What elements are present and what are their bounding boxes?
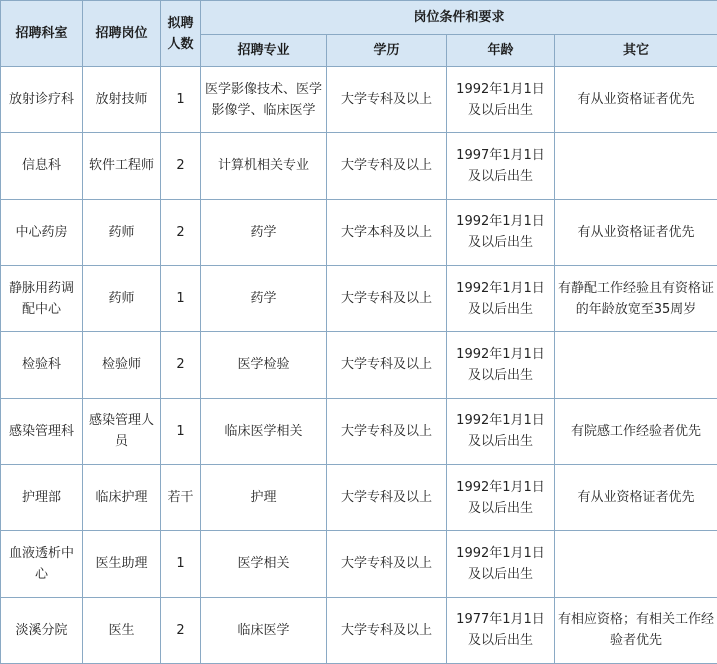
cell-position: 药师 bbox=[83, 265, 161, 331]
cell-department: 血液透析中心 bbox=[1, 531, 83, 597]
header-count: 拟聘人数 bbox=[161, 1, 201, 67]
cell-other: 有院感工作经验者优先 bbox=[555, 398, 717, 464]
cell-major: 临床医学 bbox=[201, 597, 327, 663]
cell-education: 大学专科及以上 bbox=[327, 464, 447, 530]
cell-position: 软件工程师 bbox=[83, 133, 161, 199]
cell-department: 放射诊疗科 bbox=[1, 67, 83, 133]
cell-other: 有从业资格证者优先 bbox=[555, 199, 717, 265]
cell-education: 大学专科及以上 bbox=[327, 67, 447, 133]
table-row bbox=[1, 531, 717, 597]
header-education: 学历 bbox=[327, 35, 447, 67]
table-row bbox=[1, 597, 717, 663]
cell-other bbox=[555, 531, 717, 597]
cell-department: 静脉用药调配中心 bbox=[1, 265, 83, 331]
cell-position: 放射技师 bbox=[83, 67, 161, 133]
header-other: 其它 bbox=[555, 35, 717, 67]
cell-other: 有相应资格；有相关工作经验者优先 bbox=[555, 597, 717, 663]
cell-count: 1 bbox=[161, 531, 201, 597]
table-row bbox=[1, 265, 717, 331]
cell-other bbox=[555, 332, 717, 398]
header-age: 年龄 bbox=[447, 35, 555, 67]
cell-major: 医学检验 bbox=[201, 332, 327, 398]
cell-education: 大学专科及以上 bbox=[327, 531, 447, 597]
cell-department: 淡溪分院 bbox=[1, 597, 83, 663]
cell-department: 感染管理科 bbox=[1, 398, 83, 464]
cell-major: 药学 bbox=[201, 199, 327, 265]
cell-department: 检验科 bbox=[1, 332, 83, 398]
cell-department: 中心药房 bbox=[1, 199, 83, 265]
cell-department: 信息科 bbox=[1, 133, 83, 199]
cell-major: 护理 bbox=[201, 464, 327, 530]
table-row bbox=[1, 464, 717, 530]
cell-position: 检验师 bbox=[83, 332, 161, 398]
header-requirements: 岗位条件和要求 bbox=[201, 1, 717, 35]
cell-education: 大学本科及以上 bbox=[327, 199, 447, 265]
cell-other: 有从业资格证者优先 bbox=[555, 464, 717, 530]
cell-age: 1992年1月1日及以后出生 bbox=[447, 67, 555, 133]
cell-major: 医学相关 bbox=[201, 531, 327, 597]
header-major: 招聘专业 bbox=[201, 35, 327, 67]
cell-education: 大学专科及以上 bbox=[327, 332, 447, 398]
cell-other: 有从业资格证者优先 bbox=[555, 67, 717, 133]
cell-major: 临床医学相关 bbox=[201, 398, 327, 464]
cell-position: 感染管理人员 bbox=[83, 398, 161, 464]
cell-education: 大学专科及以上 bbox=[327, 597, 447, 663]
cell-other: 有静配工作经验且有资格证的年龄放宽至35周岁 bbox=[555, 265, 717, 331]
cell-age: 1992年1月1日及以后出生 bbox=[447, 199, 555, 265]
cell-count: 2 bbox=[161, 199, 201, 265]
cell-major: 计算机相关专业 bbox=[201, 133, 327, 199]
cell-department: 护理部 bbox=[1, 464, 83, 530]
header-position: 招聘岗位 bbox=[83, 1, 161, 67]
header-row-top bbox=[1, 1, 717, 35]
table-row bbox=[1, 332, 717, 398]
cell-count: 2 bbox=[161, 597, 201, 663]
cell-major: 医学影像技术、医学影像学、临床医学 bbox=[201, 67, 327, 133]
cell-age: 1997年1月1日及以后出生 bbox=[447, 133, 555, 199]
cell-age: 1992年1月1日及以后出生 bbox=[447, 531, 555, 597]
table-row bbox=[1, 398, 717, 464]
cell-age: 1992年1月1日及以后出生 bbox=[447, 398, 555, 464]
table-row bbox=[1, 199, 717, 265]
cell-position: 临床护理 bbox=[83, 464, 161, 530]
cell-major: 药学 bbox=[201, 265, 327, 331]
cell-age: 1992年1月1日及以后出生 bbox=[447, 332, 555, 398]
cell-education: 大学专科及以上 bbox=[327, 265, 447, 331]
cell-position: 药师 bbox=[83, 199, 161, 265]
cell-count: 若干 bbox=[161, 464, 201, 530]
cell-age: 1977年1月1日及以后出生 bbox=[447, 597, 555, 663]
cell-education: 大学专科及以上 bbox=[327, 133, 447, 199]
cell-position: 医生 bbox=[83, 597, 161, 663]
cell-count: 1 bbox=[161, 398, 201, 464]
cell-age: 1992年1月1日及以后出生 bbox=[447, 265, 555, 331]
cell-count: 2 bbox=[161, 133, 201, 199]
cell-education: 大学专科及以上 bbox=[327, 398, 447, 464]
cell-other bbox=[555, 133, 717, 199]
table-row bbox=[1, 67, 717, 133]
cell-position: 医生助理 bbox=[83, 531, 161, 597]
cell-age: 1992年1月1日及以后出生 bbox=[447, 464, 555, 530]
cell-count: 1 bbox=[161, 67, 201, 133]
table-row bbox=[1, 133, 717, 199]
cell-count: 1 bbox=[161, 265, 201, 331]
header-department: 招聘科室 bbox=[1, 1, 83, 67]
cell-count: 2 bbox=[161, 332, 201, 398]
